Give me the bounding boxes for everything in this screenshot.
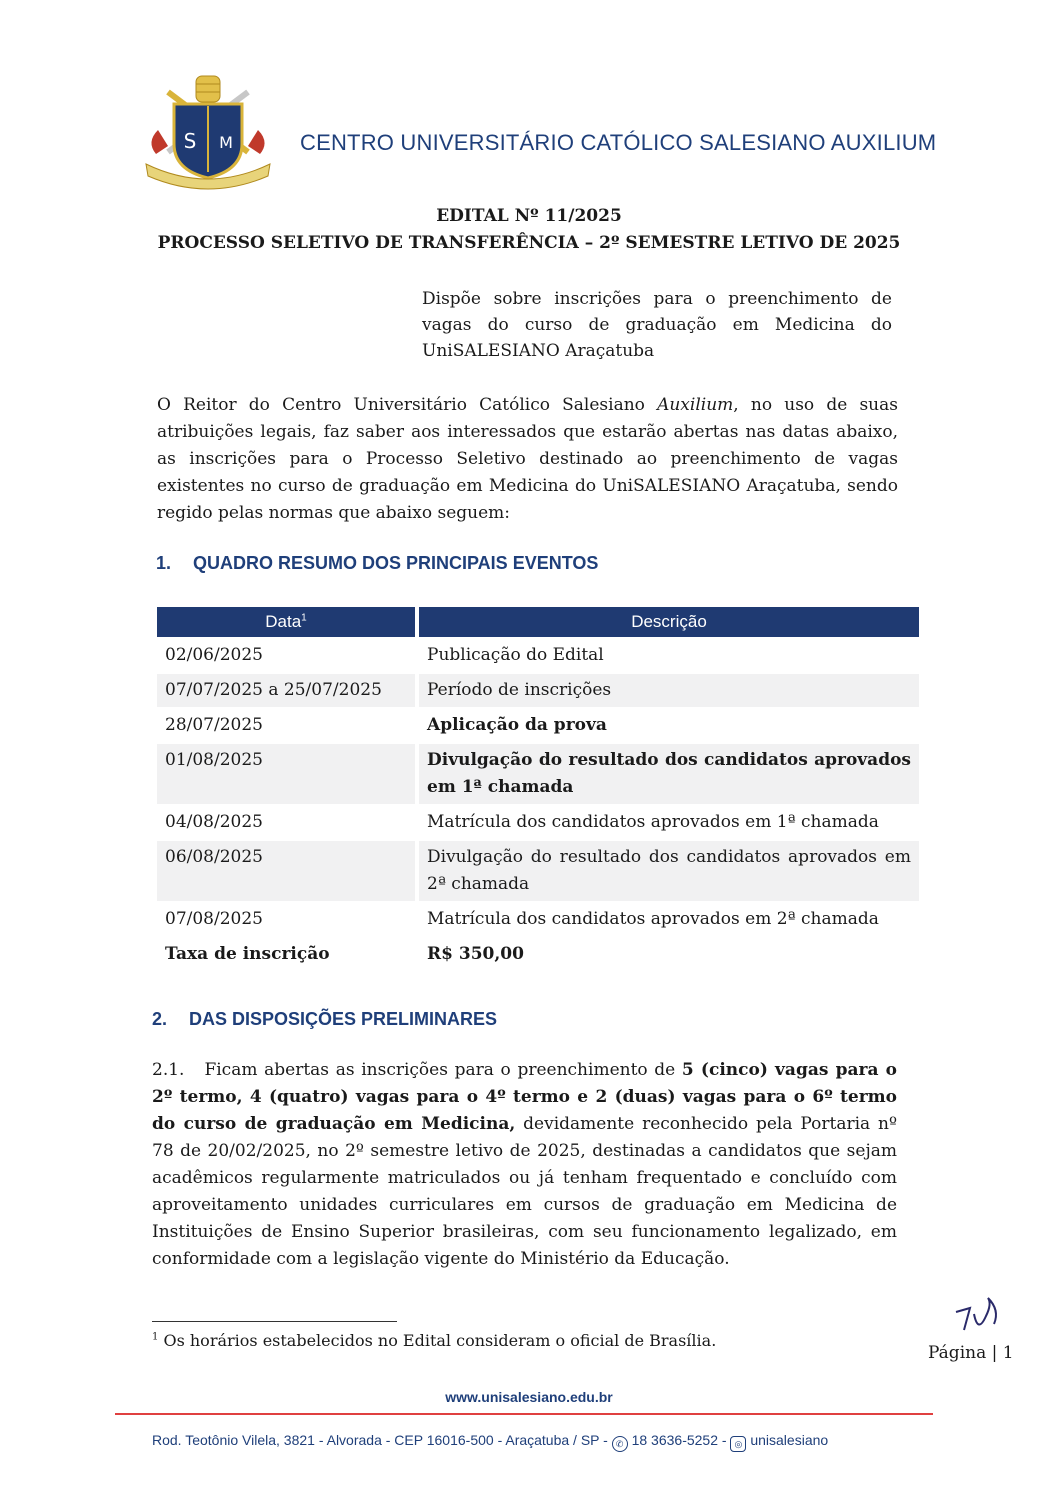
whatsapp-icon: ✆ [612,1436,628,1452]
process-title: PROCESSO SELETIVO DE TRANSFERÊNCIA – 2º SEMESTRE LETIVO DE 2025 [157,233,901,253]
cell-date: 06/08/2025 [157,841,415,901]
section-1-heading [156,553,598,574]
footer-divider [115,1413,933,1415]
edital-number: EDITAL Nº 11/2025 [436,206,622,226]
svg-text:M: M [219,133,233,152]
cell-date: 01/08/2025 [157,744,415,804]
footnote-marker: 1 [301,612,307,624]
events-table [153,605,923,973]
institution-logo [138,72,278,190]
table-row [157,806,919,839]
table-row [157,709,919,742]
cell-date: 02/06/2025 [165,645,263,665]
table-row [157,744,919,804]
section-title: QUADRO RESUMO DOS PRINCIPAIS EVENTOS [193,553,599,573]
instagram-icon: ◎ [730,1436,746,1452]
column-header-date: Data$^1$ [157,607,415,637]
table-row [157,674,919,707]
cell-date: 07/08/2025 [165,909,263,929]
footer-url[interactable]: www.unisalesiano.edu.br [445,1389,613,1405]
footnote [152,1331,716,1350]
institution-name: CENTRO UNIVERSITÁRIO CATÓLICO SALESIANO AUXILIUM [300,130,937,155]
intro-text-rest: , no uso de suas atribuições legais, faz saber aos interessados que estarão abertas nas datas abaixo, as inscrições para o Processo Seletivo destinado ao preenchimento de vagas existentes no curso de graduação em Medicina do UniSALESIANO Araçatuba, sendo regido pelas normas que abaixo seguem: [157,395,898,523]
cell-description: Período de inscrições [419,674,919,707]
social-handle: unisalesiano [746,1432,829,1448]
clause-number: 2.1. [152,1060,185,1080]
intro-paragraph [157,392,898,527]
section-2-heading [152,1009,497,1030]
footnote-divider [152,1321,397,1322]
address-text: Rod. Teotônio Vilela, 3821 - Alvorada - CEP 16016-500 - Araçatuba / SP - [152,1432,612,1448]
cell-description: Divulgação do resultado dos candidatos aprovados em 2ª chamada [419,841,919,901]
cell-date: 07/07/2025 a 25/07/2025 [157,674,415,707]
column-header-description: Descrição [419,607,919,637]
handwritten-initials [948,1290,1008,1340]
phone-text: 18 3636-5252 - [627,1432,731,1448]
cell-description: Aplicação da prova [427,715,607,735]
footnote-text: Os horários estabelecidos no Edital consideram o oficial de Brasília. [158,1331,717,1350]
footnote-number: 1 [152,1331,159,1343]
cell-description: Matrícula dos candidatos aprovados em 1ª chamada [427,812,879,832]
clause-text-rest: devidamente reconhecido pela Portaria nº 78 de 20/02/2025, no 2º semestre letivo de 2025, destinadas a candidatos que sejam acadêmicos regularmente matriculados ou já tenham frequentado e concluído com aproveitamento unidades curriculares em cursos de graduação em Medicina de Instituições de Ensino Superior brasileiras, com seu funcionamento legalizado, em conformidade com a legislação vigente do Ministério da Educação. [152,1114,897,1269]
fee-value: R$ 350,00 [427,944,524,964]
footer-address [152,1432,828,1452]
ementa: Dispõe sobre inscrições para o preenchimento de vagas do curso de graduação em Medicina do UniSALESIANO Araçatuba [422,289,892,361]
cell-description: Matrícula dos candidatos aprovados em 2ª chamada [427,909,879,929]
intro-italic: Auxilium [657,395,734,415]
cell-date: 04/08/2025 [165,812,263,832]
cell-description: Publicação do Edital [427,645,604,665]
section-title: DAS DISPOSIÇÕES PRELIMINARES [189,1009,498,1029]
table-row [157,639,919,672]
title-block [0,203,1058,257]
cell-date: 28/07/2025 [165,715,263,735]
fee-label: Taxa de inscrição [165,944,330,964]
fee-row [157,938,919,971]
table-row [157,903,919,936]
section-number: 2. [152,1009,168,1029]
table-row [157,841,919,901]
cell-description: Divulgação do resultado dos candidatos aprovados em 1ª chamada [419,744,919,804]
clause-text: Ficam abertas as inscrições para o preenchimento de [204,1060,682,1080]
clause-2-1 [152,1057,897,1273]
page-number: Página | 1 [928,1343,1014,1363]
section-number: 1. [156,553,172,573]
svg-text:S: S [183,129,197,153]
clause-bold-text: 5 (cinco) vagas para o 2º termo, 4 (quatro) vagas para o 4º termo e 2 (duas) vagas para o 6º termo do curso de graduação em Medicina, [152,1060,897,1134]
intro-text: O Reitor do Centro Universitário Católico Salesiano [157,395,658,415]
